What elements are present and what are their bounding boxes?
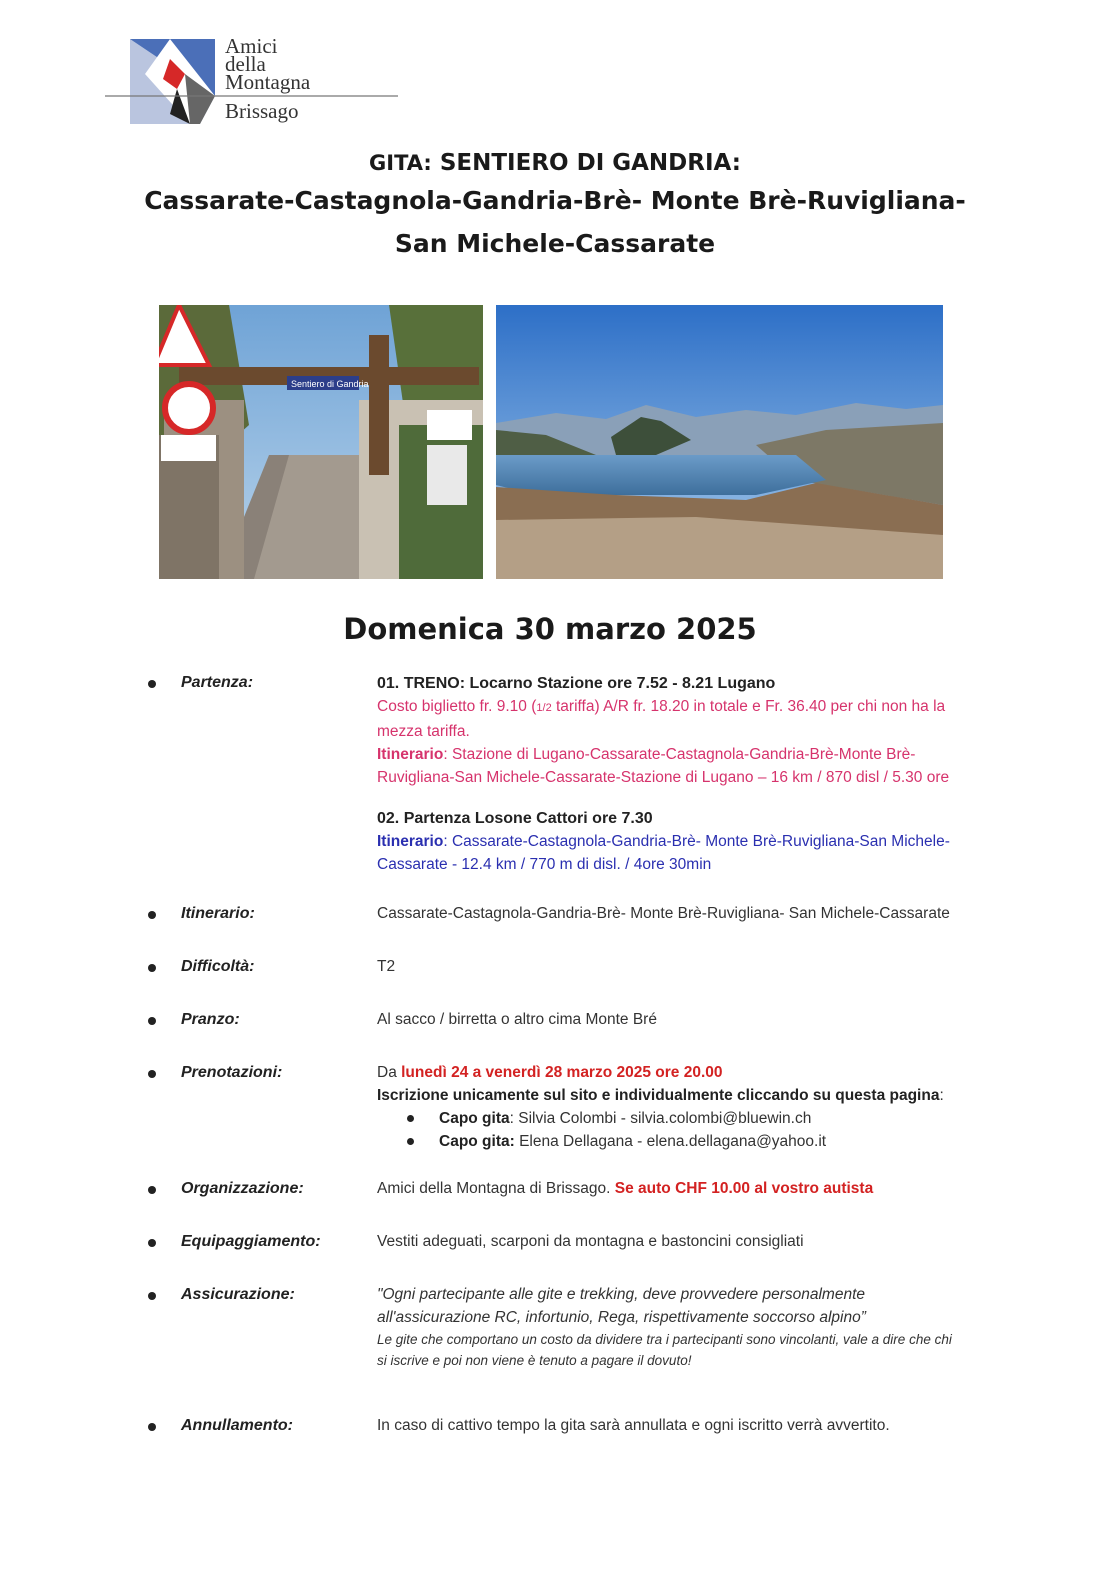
logo-text-1: Amici bbox=[225, 34, 278, 58]
title-route-line-2: San Michele-Cassarate bbox=[394, 229, 716, 258]
equipaggiamento-value: Vestiti adeguati, scarponi da montagna e bastoncini consigliati bbox=[377, 1233, 804, 1250]
iscrizione-text[interactable]: Iscrizione unicamente sul sito e individualmente cliccando su questa pagina bbox=[377, 1087, 940, 1104]
prenotazioni-da: Da bbox=[377, 1064, 402, 1081]
option2-itinerary-label: Itinerario bbox=[377, 833, 444, 850]
prenotazioni-details bbox=[377, 1061, 1037, 1153]
bullet-icon bbox=[148, 1186, 156, 1194]
title-route-line-1: Cassarate-Castagnola-Gandria-Brè- Monte Brè-Ruvigliana- bbox=[144, 186, 966, 215]
assicurazione-note-1: Le gite che comportano un costo da dividere tra i partecipanti sono vincolanti, vale a dire che chi bbox=[377, 1332, 952, 1347]
logo bbox=[105, 34, 405, 129]
assicurazione-note-2: si iscrive e poi non viene è tenuto a pagare il dovuto! bbox=[377, 1353, 692, 1368]
sub-bullet-icon bbox=[407, 1138, 414, 1145]
option1-title: 01. TRENO: Locarno Stazione ore 7.52 - 8.21 Lugano bbox=[377, 675, 776, 692]
organizzazione-text: Amici della Montagna di Brissago. bbox=[377, 1180, 615, 1197]
label-equipaggiamento: Equipaggiamento: bbox=[181, 1233, 321, 1250]
option1-cost-a: Costo biglietto fr. 9.10 ( bbox=[377, 698, 537, 715]
logo-text-4: Brissago bbox=[225, 99, 299, 123]
lake-view-photo bbox=[496, 305, 943, 579]
option1-itinerary bbox=[377, 743, 1037, 766]
bullet-icon bbox=[148, 680, 156, 688]
option2-itinerary-a: : Cassarate-Castagnola-Gandria-Brè- Monte Brè-Ruvigliana-San Michele- bbox=[443, 833, 950, 850]
label-assicurazione: Assicurazione: bbox=[181, 1286, 295, 1303]
option1-cost-b: tariffa) A/R fr. 18.20 in totale e Fr. 36.40 per chi non ha la bbox=[551, 698, 946, 715]
difficolta-value: T2 bbox=[377, 958, 396, 975]
prenotazioni-period bbox=[377, 1061, 1037, 1084]
option2-itinerary bbox=[377, 830, 1037, 853]
label-prenotazioni: Prenotazioni: bbox=[181, 1064, 283, 1081]
option2-itinerary-line2: Cassarate - 12.4 km / 770 m di disl. / 4ore 30min bbox=[377, 856, 712, 873]
option1-cost-line2: mezza tariffa. bbox=[377, 723, 470, 740]
option1-cost-half: 1/2 bbox=[536, 702, 552, 714]
annullamento-value: In caso di cattivo tempo la gita sarà annullata e ogni iscritto verrà avvertito. bbox=[377, 1417, 890, 1434]
bullet-icon bbox=[148, 911, 156, 919]
bullet-icon bbox=[148, 1070, 156, 1078]
assicurazione-quote-1: "Ogni partecipante alle gite e trekking, deve provvedere personalmente bbox=[377, 1286, 866, 1303]
label-pranzo: Pranzo: bbox=[181, 1011, 240, 1028]
prenotazioni-dates: lunedì 24 a venerdì 28 marzo 2025 ore 20.00 bbox=[401, 1064, 723, 1081]
event-date: Domenica 30 marzo 2025 bbox=[343, 612, 757, 646]
capo-gita-2-label: Capo gita: bbox=[439, 1133, 515, 1150]
capo-gita-1-label: Capo gita bbox=[439, 1110, 510, 1127]
itinerario-value: Cassarate-Castagnola-Gandria-Brè- Monte Brè-Ruvigliana- San Michele-Cassarate bbox=[377, 905, 950, 922]
trail-entrance-photo bbox=[159, 305, 483, 579]
pranzo-value: Al sacco / birretta o altro cima Monte Bré bbox=[377, 1011, 657, 1028]
option1-itinerary-line2: Ruvigliana-San Michele-Cassarate-Stazione di Lugano – 16 km / 870 disl / 5.30 ore bbox=[377, 769, 950, 786]
label-annullamento: Annullamento: bbox=[181, 1417, 293, 1434]
option1-itinerary-a: : Stazione di Lugano-Cassarate-Castagnola-Gandria-Brè-Monte Brè- bbox=[443, 746, 916, 763]
label-partenza: Partenza: bbox=[181, 674, 254, 691]
option2-title: 02. Partenza Losone Cattori ore 7.30 bbox=[377, 810, 653, 827]
organizzazione-note: Se auto CHF 10.00 al vostro autista bbox=[614, 1180, 874, 1197]
bullet-icon bbox=[148, 1239, 156, 1247]
logo-text-2: della bbox=[225, 52, 266, 76]
organizzazione-value bbox=[377, 1177, 873, 1200]
capo-gita-2-contact[interactable]: Elena Dellagana - elena.dellagana@yahoo.it bbox=[514, 1133, 827, 1150]
trail-sign-text: Sentiero di Gandria bbox=[291, 379, 369, 389]
page-title bbox=[0, 150, 1110, 176]
sub-bullet-icon bbox=[407, 1115, 414, 1122]
bullet-icon bbox=[148, 1423, 156, 1431]
assicurazione-details bbox=[377, 1283, 1047, 1371]
label-itinerario: Itinerario: bbox=[181, 905, 255, 922]
logo-text-3: Montagna bbox=[225, 70, 311, 94]
iscrizione-colon: : bbox=[939, 1087, 944, 1104]
capo-gita-1 bbox=[377, 1107, 1037, 1130]
bullet-icon bbox=[148, 1017, 156, 1025]
title-main: SENTIERO DI GANDRIA: bbox=[439, 150, 741, 176]
bullet-icon bbox=[148, 964, 156, 972]
assicurazione-quote-2: all'assicurazione RC, infortunio, Rega, rispettivamente soccorso alpino” bbox=[377, 1309, 866, 1326]
option1-itinerary-label: Itinerario bbox=[377, 746, 444, 763]
title-prefix: GITA: bbox=[369, 151, 432, 175]
capo-gita-2 bbox=[377, 1130, 1037, 1153]
label-organizzazione: Organizzazione: bbox=[181, 1180, 304, 1197]
option1-cost bbox=[377, 695, 1037, 720]
capo-gita-1-contact[interactable]: : Silvia Colombi - silvia.colombi@bluewin.ch bbox=[509, 1110, 812, 1127]
partenza-details bbox=[377, 672, 1037, 876]
label-difficolta: Difficoltà: bbox=[181, 958, 255, 975]
prenotazioni-iscrizione bbox=[377, 1084, 1037, 1107]
bullet-icon bbox=[148, 1292, 156, 1300]
